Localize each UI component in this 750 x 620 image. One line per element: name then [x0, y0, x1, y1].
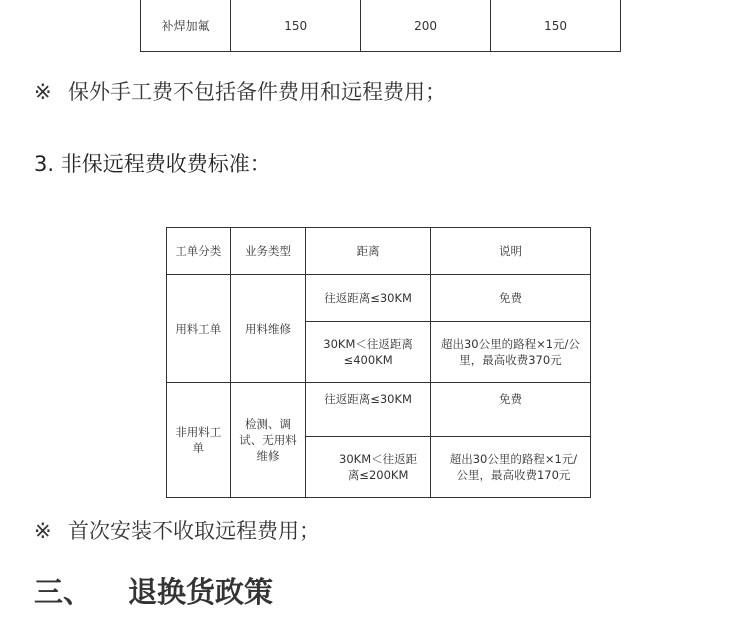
description-cell: 免费 [430, 275, 590, 322]
table-row [167, 275, 591, 322]
header-cell: 说明 [430, 228, 590, 275]
reference-mark: ※ [34, 80, 52, 104]
description-cell: 超出30公里的路程×1元/公里，最高收费370元 [430, 322, 590, 383]
note-first-install [34, 515, 320, 545]
distance-cell: 30KM＜往返距离≤200KM [306, 437, 431, 498]
repair-fee-table [140, 0, 621, 52]
note-text: 保外手工费不包括备件费用和远程费用； [68, 80, 446, 104]
business-cell: 检测、调试、无用料维修 [230, 383, 306, 498]
note-spare-parts [34, 76, 446, 106]
heading-text: 退换货政策 [128, 575, 274, 609]
section-title: 3. 非保远程费收费标准： [34, 152, 271, 176]
table-cell-item: 补焊加氟 [141, 0, 231, 52]
distance-cell: 往返距离≤30KM [306, 275, 431, 322]
header-cell: 工单分类 [167, 228, 231, 275]
section-heading [34, 570, 273, 611]
distance-cell: 往返距离≤30KM [306, 383, 431, 437]
description-cell: 免费 [430, 383, 590, 437]
table-row [167, 383, 591, 437]
header-cell: 业务类型 [230, 228, 306, 275]
header-cell: 距离 [306, 228, 431, 275]
heading-number: 三、 [34, 575, 93, 609]
table-cell-value: 150 [491, 0, 621, 52]
category-cell: 非用料工单 [167, 383, 231, 498]
distance-cell: 30KM＜往返距离≤400KM [306, 322, 431, 383]
table-cell-value: 150 [231, 0, 361, 52]
business-cell: 用料维修 [230, 275, 306, 383]
table-row [141, 0, 621, 52]
reference-mark: ※ [34, 519, 52, 543]
table-header-row [167, 228, 591, 275]
note-text: 首次安装不收取远程费用； [68, 519, 320, 543]
remote-fee-table [166, 227, 591, 498]
description-cell: 超出30公里的路程×1元/公里，最高收费170元 [430, 437, 590, 498]
table-cell-value: 200 [361, 0, 491, 52]
category-cell: 用料工单 [167, 275, 231, 383]
